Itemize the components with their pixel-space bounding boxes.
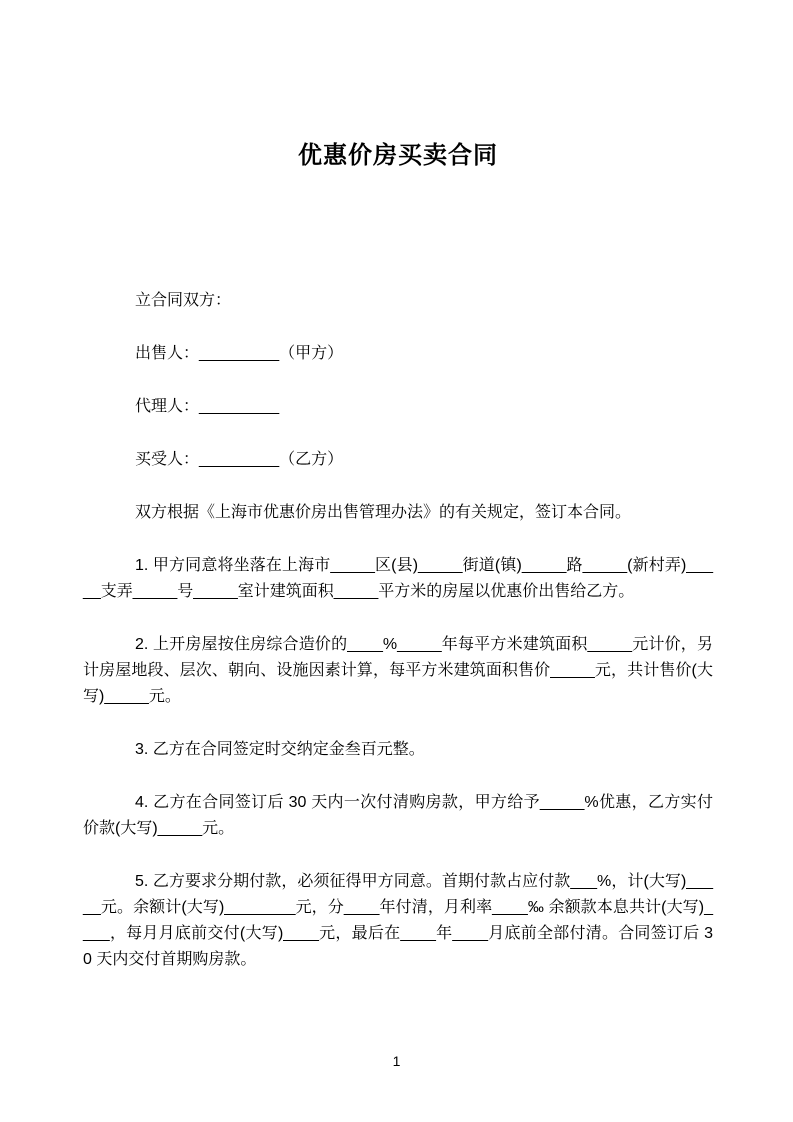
clause-3-deposit: 3. 乙方在合同签定时交纳定金叁百元整。 (135, 741, 425, 758)
clause-4-lump-sum-payment: 4. 乙方在合同签订后 30 天内一次付清购房款，甲方给予_____%优惠，乙方实付价款(大写)_____元。 (83, 794, 713, 837)
basis-clause: 双方根据《上海市优惠价房出售管理办法》的有关规定，签订本合同。 (135, 504, 632, 521)
buyer-line: 买受人：_________（乙方） (135, 451, 344, 468)
page-number: 1 (392, 1053, 401, 1069)
agent-line: 代理人：_________ (135, 398, 280, 415)
parties-heading: 立合同双方： (135, 292, 232, 309)
clause-5-installment-payment: 5. 乙方要求分期付款，必须征得甲方同意。首期付款占应付款___%，计(大写)_____元。余额计(大写)________元，分____年付清，月利率____‰ 余额款本息共计(大写)____，每月月底前交付(大写)____元，最后在____年____月底前全部付清。合同签订后 30 天内交付首期购房款。 (83, 873, 713, 968)
document-title: 优惠价房买卖合同 (298, 142, 498, 169)
clause-2-pricing: 2. 上开房屋按住房综合造价的____%_____年每平方米建筑面积_____元计价，另计房屋地段、层次、朝向、设施因素计算，每平方米建筑面积售价_____元，共计售价(大写)_____元。 (83, 636, 713, 705)
seller-line: 出售人：_________（甲方） (135, 345, 344, 362)
clause-1-property-location: 1. 甲方同意将坐落在上海市_____区(县)_____街道(镇)_____路_____(新村弄)_____支弄_____号_____室计建筑面积_____平方米的房屋以优惠价出售给乙方。 (83, 557, 713, 600)
